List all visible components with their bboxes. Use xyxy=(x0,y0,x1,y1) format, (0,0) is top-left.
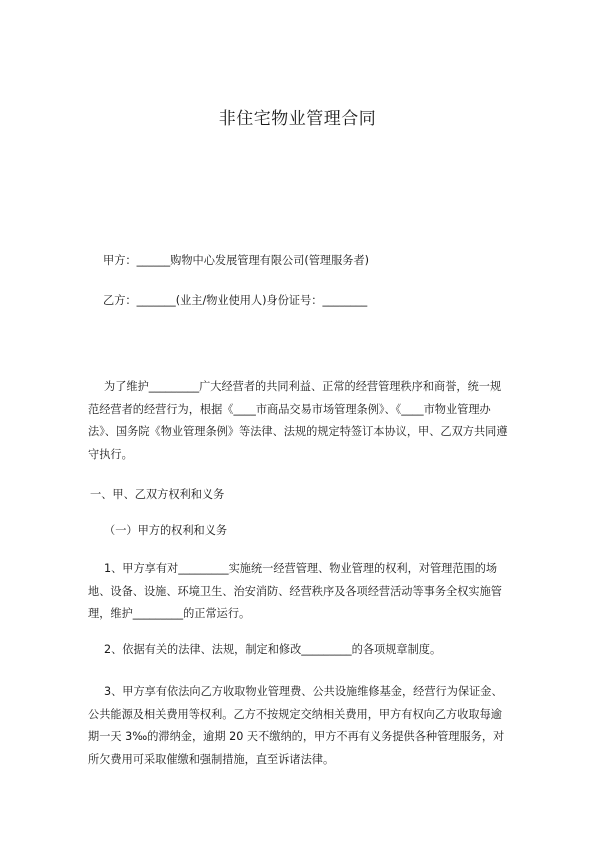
clause-1-paragraph: 1、甲方享有对_________实施统一经营管理、物业管理的权利，对管理范围的场地、设备、设施、环境卫生、治安消防、经营秩序及各项经营活动等事务全权实施管理，维护_________的正常运行。 xyxy=(88,562,502,620)
party-a-line: 甲方：______购物中心发展管理有限公司(管理服务者) xyxy=(103,254,370,267)
clause-2-paragraph: 2、依据有关的法律、法规，制定和修改_________的各项规章制度。 xyxy=(104,643,442,656)
party-b-line: 乙方：_______(业主/物业使用人)身份证号：________ xyxy=(103,294,368,307)
subsection-heading-party-a: （一）甲方的权利和义务 xyxy=(104,524,228,537)
section-heading-rights: 一、甲、乙双方权利和义务 xyxy=(90,488,225,501)
clause-3-paragraph: 3、甲方享有依法向乙方收取物业管理费、公共设施维修基金，经营行为保证金、公共能源及相关费用等权利。乙方不按规定交纳相关费用，甲方有权向乙方收取每逾期一天 3‰的滞纳金，逾期 20 天不缴纳的，甲方不再有义务提供各种管理服务，对所欠费用可采取催缴和强制措施，直至诉诸法律。 xyxy=(88,685,505,766)
preamble-paragraph: 为了维护_________广大经营者的共同利益、正常的经营管理秩序和商誉，统一规范经营者的经营行为，根据《____市商品交易市场管理条例》、《____市物业管理办法》、国务院《物业管理条例》等法律、法规的规定特签订本协议，甲、乙双方共同遵守执行。 xyxy=(88,380,508,461)
document-title: 非住宅物业管理合同 xyxy=(218,109,377,129)
